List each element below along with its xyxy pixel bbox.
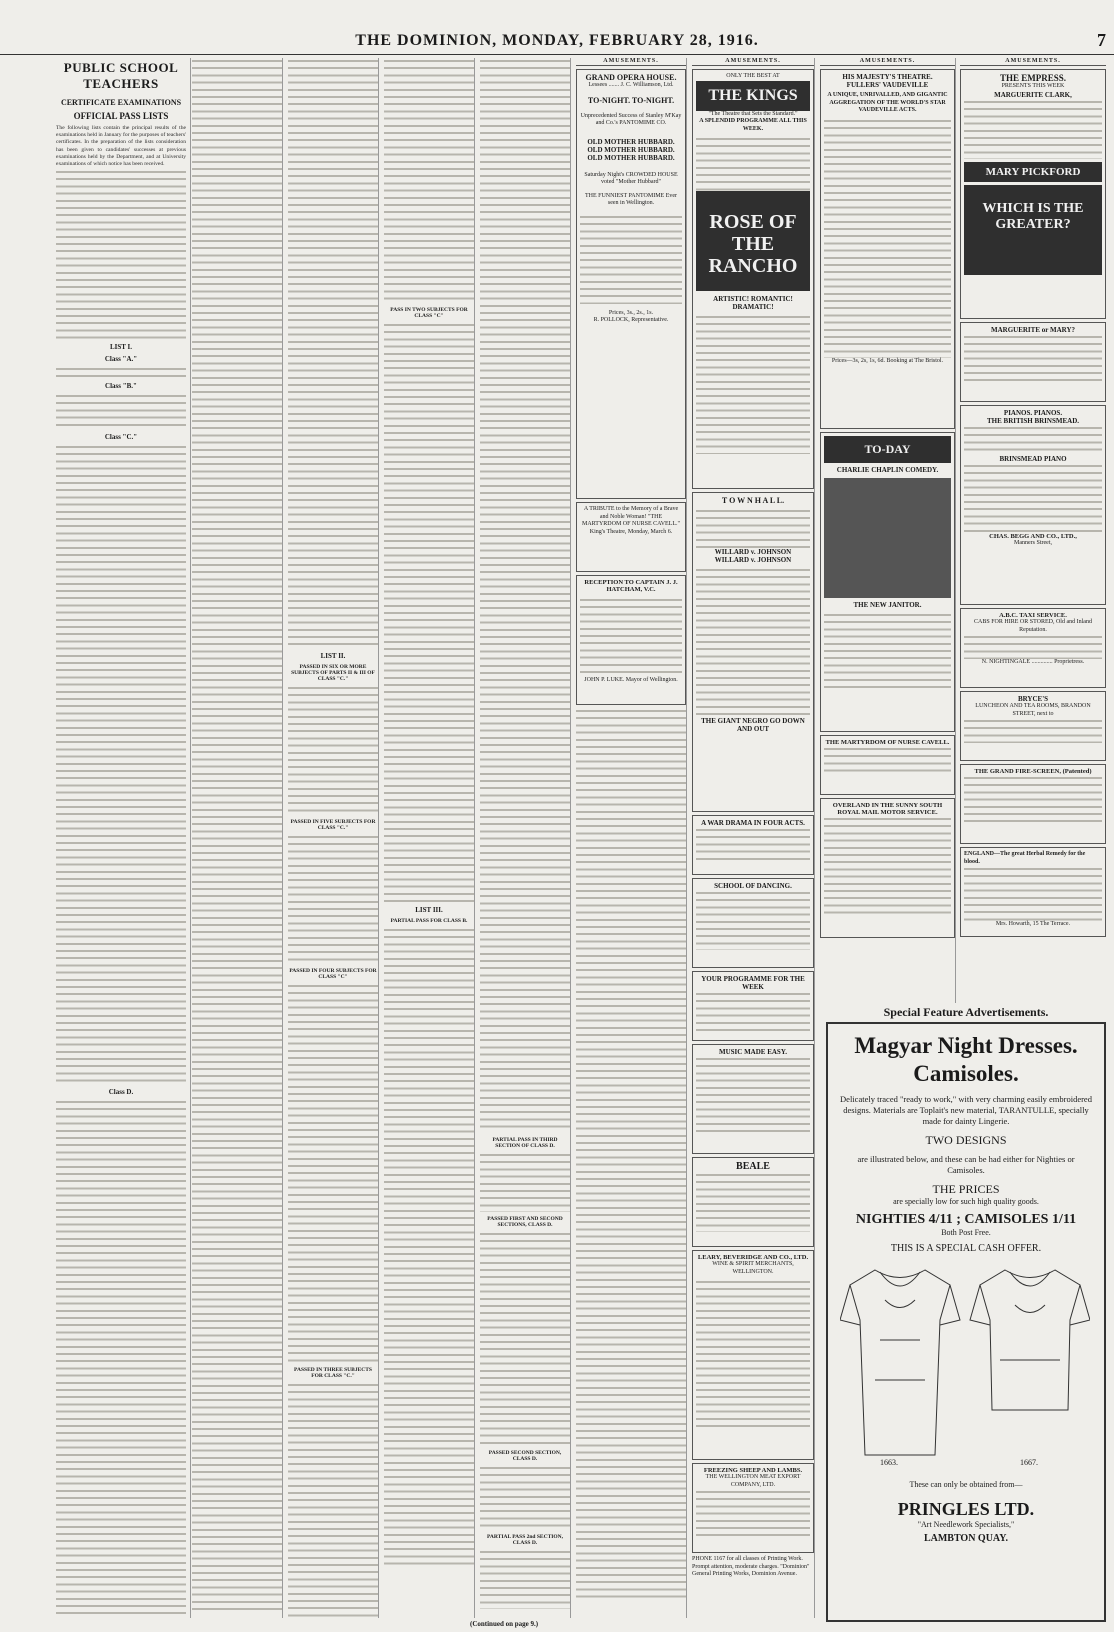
amusements-label-9: AMUSEMENTS. [960, 58, 1106, 66]
grand-opera-tonight: TO-NIGHT. TO-NIGHT. [587, 95, 675, 105]
class-b-names [56, 393, 186, 429]
intro-paragraph: The following lists contain the principal results of the examinations held in January for the purposes of teachers' certificates. In the preparation of the lists consideration has been given to candidates' successes at previous examinations held by the Department, and at University examinations of which notice has been received. [56, 125, 186, 168]
cabs-hire: CABS FOR HIRE OR STORED, Old and Inland Reputation. [974, 619, 1092, 633]
partial-second-names [480, 1549, 570, 1609]
kings-logo: THE KINGS [696, 81, 810, 111]
meat-export-details [696, 1489, 810, 1539]
column-3 [288, 58, 379, 1618]
passed-second-heading: PASSED SECOND SECTION, CLASS D. [488, 1450, 562, 1462]
cash-offer: THIS IS A SPECIAL CASH OFFER. [890, 1243, 1042, 1254]
cavell-tribute-text: A TRIBUTE to the Memory of a Brave and Noble Woman! "THE MARTYRDOM OF NURSE CAVELL." King's Theatre, Monday, March 6. [582, 506, 680, 535]
town-hall-ad [692, 492, 814, 812]
intro-text-block [56, 169, 186, 339]
war-drama-details [696, 827, 810, 863]
design-label-a: 1663. [880, 1458, 898, 1467]
nightdress-drawing [840, 1270, 960, 1455]
meat-export-ad [692, 1463, 814, 1553]
partial-d-heading: PARTIAL PASS IN THIRD SECTION OF CLASS D. [492, 1137, 558, 1149]
design-illustrations [840, 1260, 1092, 1470]
grand-opera-ad [576, 69, 686, 499]
fullers-vaudeville: FULLERS' VAUDEVILLE [846, 81, 929, 89]
chaplin-art [824, 478, 951, 598]
dancing-ad [692, 878, 814, 968]
war-drama-ad [692, 815, 814, 875]
class-c-names [56, 444, 186, 1084]
class-a-heading: Class "A." [104, 355, 138, 364]
pass-two-names [384, 322, 474, 902]
programme-details [696, 991, 810, 1031]
beale-details [696, 1172, 810, 1232]
column-5 [480, 58, 571, 1618]
column-7 [692, 58, 815, 1618]
begg-company: CHAS. BEGG AND CO., LTD., [989, 533, 1077, 540]
column-1 [56, 58, 191, 1618]
partial-d-names [480, 1152, 570, 1212]
dancing-details [696, 890, 810, 950]
mary-pickford-banner: MARY PICKFORD [964, 162, 1102, 182]
grand-opera-success: Unprecedented Success of Stanley M'Kay and Co.'s PANTOMIME CO. [580, 112, 682, 126]
town-hall-details [696, 567, 810, 717]
section-subheading-pass-lists: OFFICIAL PASS LISTS [73, 111, 169, 121]
taxi-details [964, 634, 1102, 659]
class-d-names [56, 1099, 186, 1618]
obtained-from: These can only be obtained from— [909, 1480, 1023, 1489]
theatre-sets-standard: "The Theatre that Sets the Standard." [708, 110, 798, 117]
chaplin-ad [820, 432, 955, 732]
newspaper-title: THE DOMINION, MONDAY, FEBRUARY 28, 1916. [355, 32, 759, 49]
empress-title: THE EMPRESS. [999, 73, 1066, 83]
martyrdom-details [824, 746, 951, 776]
column-2 [192, 58, 283, 1618]
mother-hubbard-2: OLD MOTHER HUBBARD. [587, 145, 675, 154]
reception-title: RECEPTION TO CAPTAIN J. J. HATCHAM, V.C. [584, 579, 678, 593]
column-4 [384, 58, 475, 1618]
marguerite-mary-details [964, 334, 1102, 384]
his-majesty-prices: Prices—3s, 2s, 1s, 6d. Booking at The Bristol. [831, 357, 944, 364]
sunny-south-title: OVERLAND IN THE SUNNY SOUTH ROYAL MAIL MOTOR SERVICE. [832, 802, 943, 816]
fire-screen-details [964, 775, 1102, 825]
willard-johnson-2: WILLARD v. JOHNSON [714, 556, 792, 564]
reception-details [580, 597, 682, 677]
empress-details [964, 99, 1102, 159]
brinsmead-piano: BRINSMEAD PIANO [999, 455, 1067, 463]
grand-opera-prices: Prices, 3s., 2s., 1s. [608, 309, 654, 316]
taxi-ad [960, 608, 1106, 688]
passed-six-heading: PASSED IN SIX OR MORE SUBJECTS OF PARTS II & III OF CLASS "C." [291, 664, 375, 682]
which-greater-art: WHICH IS THE GREATER? [964, 185, 1102, 275]
pass-two-heading: PASS IN TWO SUBJECTS FOR CLASS "C" [390, 307, 468, 319]
two-designs: TWO DESIGNS [925, 1133, 1007, 1147]
mother-hubbard-3: OLD MOTHER HUBBARD. [587, 153, 675, 162]
herbal-remedy-ad [960, 847, 1106, 937]
your-programme: YOUR PROGRAMME FOR THE WEEK [701, 975, 805, 991]
passed-three-names [288, 1382, 378, 1618]
passed-five-heading: PASSED IN FIVE SUBJECTS FOR CLASS "C." [290, 819, 376, 831]
sunny-south-ad [820, 798, 955, 938]
today-banner: TO-DAY [824, 436, 951, 463]
passed-four-heading: PASSED IN FOUR SUBJECTS FOR CLASS "C" [289, 968, 377, 980]
kings-theatre-ad [692, 69, 814, 489]
lambton-quay: LAMBTON QUAY. [923, 1533, 1009, 1544]
pringles-name: PRINGLES LTD. [897, 1499, 1035, 1519]
empress-presents: PRESENTS THIS WEEK [1001, 83, 1065, 89]
class-d-heading: Class D. [108, 1088, 134, 1097]
passed-second-names [480, 1465, 570, 1530]
prices-line: NIGHTIES 4/11 ; CAMISOLES 1/11 [855, 1212, 1077, 1227]
column-6 [576, 58, 687, 1618]
only-best: ONLY THE BEST AT [726, 73, 780, 79]
column-3-names-top [288, 58, 378, 648]
herbal-remedy-address: Mrs. Howarth, 15 The Terrace. [995, 921, 1071, 927]
class-c-heading: Class "C." [104, 433, 138, 442]
grand-opera-rep: R. POLLOCK, Representative. [593, 317, 669, 323]
marguerite-mary-ad [960, 322, 1106, 402]
leary-wine: WINE & SPIRIT MERCHANTS, [712, 1261, 794, 1267]
fire-screen-ad [960, 764, 1106, 844]
pianos-text-1 [964, 425, 1102, 455]
camisole-drawing [970, 1270, 1090, 1410]
town-hall-title: T O W N H A L L. [721, 496, 785, 505]
magyar-body: Delicately traced "ready to work," with very charming easily embroidered designs. Materials are Toplait's new material, TARANTULLE, specially made for dainty Lingerie. [840, 1094, 1092, 1126]
dancing-title: SCHOOL OF DANCING. [714, 882, 792, 890]
section-subheading-certificate: CERTIFICATE EXAMINATIONS [60, 98, 182, 107]
music-title: MUSIC MADE EASY. [718, 1048, 787, 1056]
programme-ad [692, 971, 814, 1041]
cavell-tribute-ad [576, 502, 686, 572]
garment-illustration [840, 1260, 1090, 1460]
amusements-label-6: AMUSEMENTS. [576, 58, 686, 66]
special-feature-heading: Special Feature Advertisements. [883, 1005, 1049, 1019]
music-ad [692, 1044, 814, 1154]
both-post-free: Both Post Free. [941, 1228, 991, 1237]
war-drama-title: A WAR DRAMA IN FOUR ACTS. [701, 819, 805, 827]
amusements-label-7: AMUSEMENTS. [692, 58, 814, 66]
prices-title: THE PRICES [932, 1182, 1000, 1196]
magyar-title: Magyar Night Dresses. Camisoles. [854, 1033, 1078, 1086]
partial-b-heading: PARTIAL PASS FOR CLASS B. [390, 918, 468, 924]
section-heading-teachers: PUBLIC SCHOOL TEACHERS [63, 60, 179, 91]
rose-rancho-art: ROSE OF THE RANCHO [696, 191, 810, 291]
grand-opera-lessees: Lessees ....... J. C. Williamson, Ltd. [588, 82, 674, 88]
music-details [696, 1056, 810, 1136]
page-number: 7 [1097, 30, 1106, 50]
willard-johnson-1: WILLARD v. JOHNSON [714, 548, 792, 556]
splendid-programme: A SPLENDID PROGRAMME ALL THIS WEEK. [699, 118, 807, 132]
partial-b-names [384, 927, 474, 1567]
fire-screen-title: THE GRAND FIRE-SCREEN, (Patented) [974, 768, 1092, 775]
meat-export-name: THE WELLINGTON MEAT EXPORT COMPANY, LTD. [705, 1474, 801, 1488]
art-needlework: "Art Needlework Specialists," [917, 1520, 1015, 1529]
unique-aggregation: A UNIQUE, UNRIVALLED, AND GIGANTIC AGGREGATION OF THE WORLD'S STAR VAUDEVILLE ACTS. [827, 92, 948, 113]
amusements-label-8: AMUSEMENTS. [820, 58, 955, 66]
mother-hubbard-1: OLD MOTHER HUBBARD. [587, 137, 675, 146]
martyrdom-title: THE MARTYRDOM OF NURSE CAVELL. [825, 739, 950, 746]
masthead [0, 28, 1114, 55]
town-hall-schedule [696, 508, 810, 548]
column-6-names-bottom [576, 708, 686, 1598]
passed-five-names [288, 834, 378, 964]
passed-three-heading: PASSED IN THREE SUBJECTS FOR CLASS "C." [294, 1367, 372, 1379]
passed-first-second-heading: PASSED FIRST AND SECOND SECTIONS, CLASS D. [487, 1216, 563, 1228]
passed-four-names [288, 983, 378, 1363]
rose-details [696, 314, 810, 454]
passed-first-second-names [480, 1231, 570, 1446]
begg-address: Manners Street, [1014, 540, 1052, 546]
leary-title: LEARY, BEVERIDGE AND CO., LTD. [697, 1254, 809, 1261]
nightingale-proprietress: N. NIGHTINGALE .............. Proprietress. [981, 659, 1085, 665]
printing-ad: PHONE 1167 for all classes of Printing Work. Prompt attention, moderate charges. "Dominion" General Printing Works, Dominion Avenue. [692, 1556, 810, 1577]
pianos-ad [960, 405, 1106, 605]
leary-wellington: WELLINGTON. [732, 1268, 774, 1275]
giant-negro: THE GIANT NEGRO GO DOWN AND OUT [701, 717, 805, 733]
his-majesty-ad [820, 69, 955, 429]
luncheon-tea: LUNCHEON AND TEA ROOMS, BRANDON STREET, next to [975, 703, 1091, 717]
bryces-details [964, 718, 1102, 743]
column-8 [820, 58, 956, 1003]
reception-ad [576, 575, 686, 705]
kings-details [696, 136, 810, 191]
class-b-heading: Class "B." [105, 382, 137, 391]
bryces-ad [960, 691, 1106, 761]
leary-details [696, 1279, 810, 1429]
column-9 [960, 58, 1106, 1003]
abc-taxi: A.B.C. TAXI SERVICE. [999, 612, 1067, 619]
list-ii-heading: LIST II. [320, 652, 346, 660]
design-label-b: 1667. [1020, 1458, 1038, 1467]
prices-body: are specially low for such high quality goods. [893, 1197, 1039, 1206]
illustrated-text: are illustrated below, and these can be had either for Nighties or Camisoles. [857, 1154, 1075, 1175]
chaplin-details [824, 612, 951, 692]
his-majesty-title: HIS MAJESTY'S THEATRE. [842, 73, 933, 81]
leary-ad [692, 1250, 814, 1460]
martyrdom-ad [820, 735, 955, 795]
class-a-names [56, 366, 186, 378]
continued-note: (Continued on page 9.) [470, 1620, 539, 1628]
artistic-romantic: ARTISTIC! ROMANTIC! DRAMATIC! [713, 295, 793, 311]
beale-title: BEALE [736, 1161, 770, 1172]
passed-six-names [288, 685, 378, 815]
saturday-crowded: Saturday Night's CROWDED HOUSE voted "Mother Hubbard" [584, 171, 678, 185]
sunny-south-details [824, 816, 951, 916]
marguerite-name: MARGUERITE CLARK, [994, 90, 1072, 99]
pianos-title: PIANOS. PIANOS. [1003, 409, 1063, 417]
reception-mayor: JOHN P. LUKE. Mayor of Wellington. [584, 677, 678, 683]
column-4-names-top [384, 58, 474, 303]
column-5-names-top [480, 58, 570, 1133]
chaplin-comedy: CHARLIE CHAPLIN COMEDY. [836, 466, 939, 474]
partial-second-heading: PARTIAL PASS 2nd SECTION, CLASS D. [486, 1534, 563, 1546]
empress-ad [960, 69, 1106, 319]
grand-opera-details [580, 214, 682, 304]
herbal-remedy-details [964, 866, 1102, 921]
magyar-ad [826, 1022, 1106, 1622]
grand-opera-title: GRAND OPERA HOUSE. [585, 73, 677, 82]
british-brinsmead: THE BRITISH BRINSMEAD. [987, 417, 1079, 425]
his-majesty-details [824, 118, 951, 358]
funniest-pantomime: THE FUNNIEST PANTOMIME Ever seen in Wellington. [584, 192, 678, 206]
marguerite-or-mary: MARGUERITE or MARY? [990, 326, 1075, 334]
beale-ad [692, 1157, 814, 1247]
new-janitor: THE NEW JANITOR. [853, 601, 922, 609]
bryces-title: BRYCE'S [1017, 695, 1049, 703]
freezing-title: FREEZING SHEEP AND LAMBS. [703, 1467, 803, 1474]
list-i-heading: LIST I. [109, 343, 133, 352]
herbal-remedy-title: ENGLAND—The great Herbal Remedy for the blood. [964, 851, 1086, 865]
column-2-names [192, 58, 282, 1613]
pianos-text-2 [964, 463, 1102, 533]
list-iii-heading: LIST III. [415, 906, 443, 914]
